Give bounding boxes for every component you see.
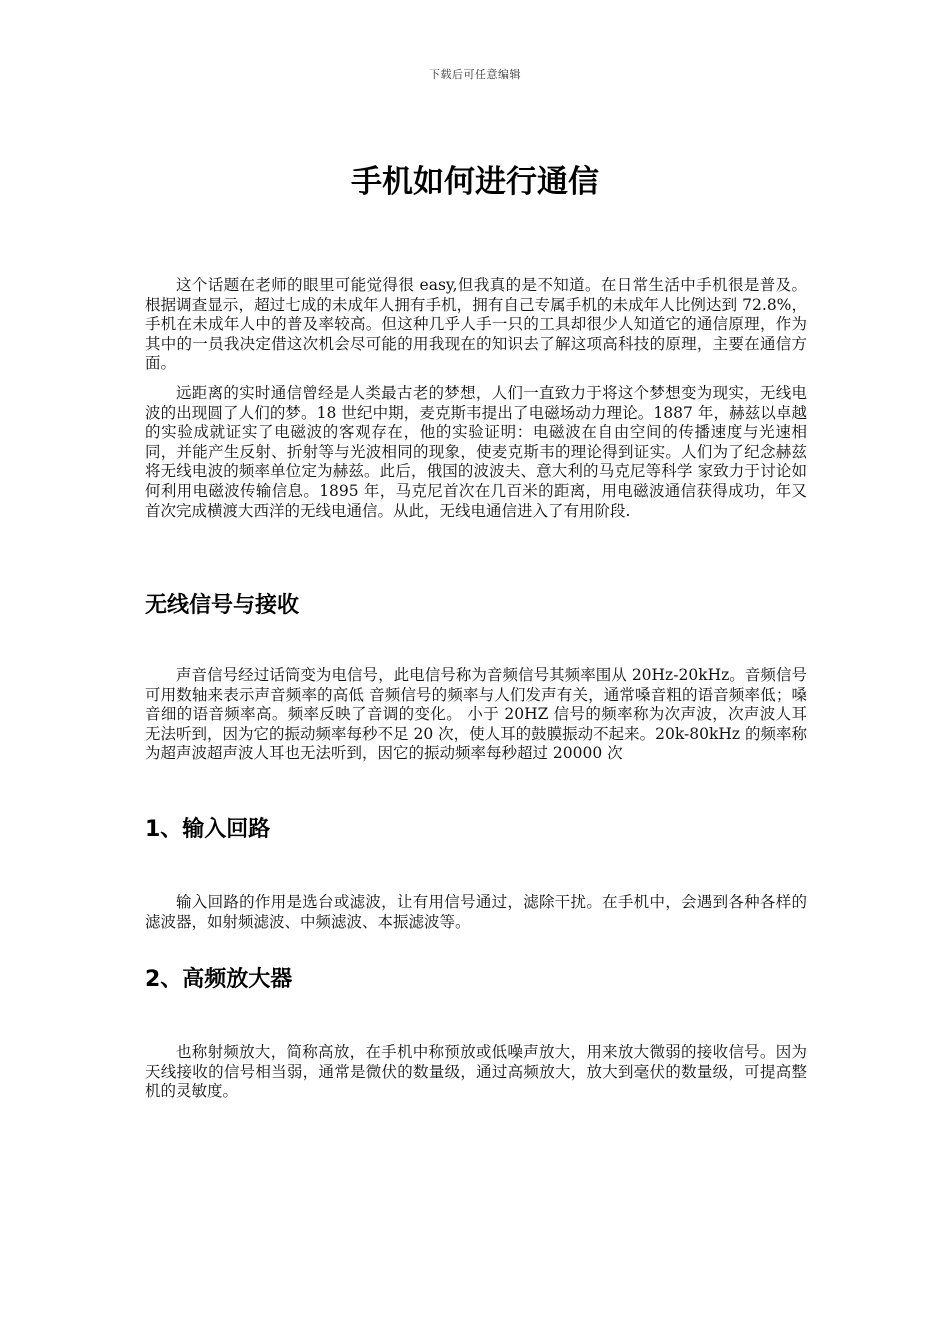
section-heading-input-circuit: 1、输入回路 <box>145 817 271 842</box>
wireless-paragraph: 声音信号经过话筒变为电信号，此电信号称为音频信号其频率围从 20Hz-20kHz。音频信号可用数轴来表示声音频率的高低 音频信号的频率与人们发声有关，通常嗓音粗的语音频率低；嗓音细的语音频率高。频率反映了音调的变化。 小于 20HZ 信号的频率称为次声波，次声波人耳无法听到，因为它的振动频率每秒不足 20 次，使人耳的鼓膜振动不起来。20k-80kHz 的频率称为超声波超声波人耳也无法听到，因它的振动频率每秒超过 20000 次 <box>145 666 807 763</box>
rf-amplifier-paragraph: 也称射频放大，简称高放，在手机中称预放或低噪声放大，用来放大微弱的接收信号。因为天线接收的信号相当弱，通常是微伏的数量级，通过高频放大，放大到毫伏的数量级，可提高整机的灵敏度。 <box>145 1043 807 1101</box>
input-circuit-block <box>145 893 807 932</box>
input-circuit-paragraph: 输入回路的作用是选台或滤波，让有用信号通过，滤除干扰。在手机中，会遇到各种各样的滤波器，如射频滤波、中频滤波、本振滤波等。 <box>145 893 807 931</box>
intro-paragraph: 这个话题在老师的眼里可能觉得很 easy,但我真的是不知道。在日常生活中手机很是普及。根据调查显示，超过七成的未成年人拥有手机，拥有自己专属手机的未成年人比例达到 72.8%，手机在未成年人中的普及率较高。但这种几乎人手一只的工具却很少人知道它的通信原理，作为其中的一员我决定借这次机会尽可能的用我现在的知识去了解这项高科技的原理，主要在通信方面。 <box>145 276 807 373</box>
header-note: 下载后可任意编辑 <box>429 68 521 81</box>
document-title: 手机如何进行通信 <box>351 164 599 200</box>
history-paragraph: 远距离的实时通信曾经是人类最古老的梦想，人们一直致力于将这个梦想变为现实，无线电波的出现圆了人们的梦。18 世纪中期，麦克斯韦提出了电磁场动力理论。1887 年，赫兹以卓越的实验成就证实了电磁波的客观存在，他的实验证明：电磁波在自由空间的传播速度与光速相同，并能产生反射、折射等与光波相同的现象，使麦克斯韦的理论得到证实。人们为了纪念赫兹将无线电波的频率单位定为赫兹。此后，俄国的波波夫、意大利的马克尼等科学 家致力于讨论如何利用电磁波传输信息。1895 年，马克尼首次在几百米的距离，用电磁波通信获得成功，年又首次完成横渡大西洋的无线电通信。从此，无线电通信进入了有用阶段. <box>145 384 807 520</box>
section-heading-rf-amplifier: 2、高频放大器 <box>145 967 293 992</box>
rf-amplifier-block <box>145 1043 807 1102</box>
section-heading-wireless: 无线信号与接收 <box>145 593 300 618</box>
wireless-block <box>145 666 807 764</box>
intro-block <box>145 276 807 374</box>
history-block <box>145 384 807 521</box>
